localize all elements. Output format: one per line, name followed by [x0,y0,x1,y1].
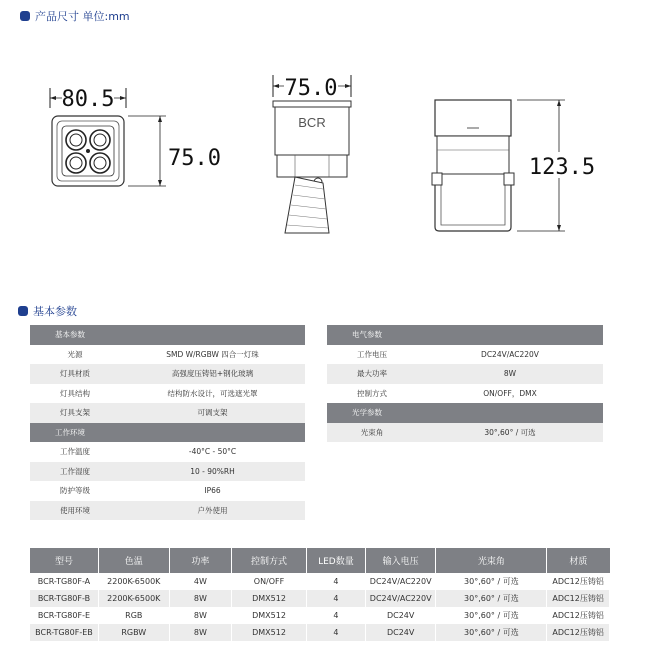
spec-table-left [30,325,305,520]
col-header: 色温 [98,548,169,573]
spec-group-header: 工作环境 [30,423,305,443]
table-row: BCR-TG80F-A 2200K-6500K 4W ON/OFF 4 DC24V/AC220V 30°,60° / 可选 ADC12压铸铝 [30,573,610,590]
side-width-label: 75.0 [284,76,338,101]
col-header: 控制方式 [232,548,307,573]
models-table [30,548,610,641]
spec-row: 工作湿度 10 - 90%RH [30,462,305,482]
spec-row: 灯具结构 结构防水设计，可选遮光罩 [60,388,258,398]
back-height-label: 123.5 [528,155,596,180]
spec-row: 工作温度 -40°C - 50°C [60,447,237,457]
section-bullet-icon [18,306,28,316]
table-row: BCR-TG80F-EB RGBW 8W DMX512 4 DC24V 30°,60° / 可选 ADC12压铸铝 [30,624,610,641]
section-title-basic [18,303,77,319]
side-brand-label: BCR [298,115,326,130]
col-header: 功率 [169,548,231,573]
section-title-text: 产品尺寸 单位:mm [35,10,130,23]
spec-row: 工作电压 DC24V/AC220V [357,349,539,359]
front-width-label: 80.5 [61,87,115,112]
spec-group-header: 光学参数 [327,403,603,423]
side-view-drawing [265,65,365,240]
col-header: 输入电压 [365,548,436,573]
front-view-drawing [40,80,221,210]
section-title-text: 基本参数 [33,305,77,318]
section-title-dimensions [20,8,130,24]
spec-row: 控制方式 ON/OFF，DMX [357,388,537,398]
table-row: BCR-TG80F-E RGB 8W DMX512 4 DC24V 30°,60° / 可选 ADC12压铸铝 [30,607,610,624]
models-header-row [30,548,610,573]
col-header: 材质 [547,548,610,573]
spec-row: 灯具支架 可调支架 [30,403,305,423]
spec-row: 防护等级 IP66 [60,486,221,496]
back-view-drawing [425,95,605,235]
col-header: 光束角 [436,548,547,573]
col-header: 型号 [30,548,98,573]
table-row: BCR-TG80F-B 2200K-6500K 8W DMX512 4 DC24V/AC220V 30°,60° / 可选 ADC12压铸铝 [30,590,610,607]
spec-group-header: 基本参数 [30,325,305,345]
spec-row: 光源 SMD W/RGBW 四合一灯珠 [67,349,259,359]
spec-group-header: 电气参数 [327,325,603,345]
spec-row: 使用环境 户外使用 [30,501,305,521]
spec-row: 光束角 30°,60° / 可选 [327,423,603,443]
spec-row: 最大功率 8W [327,364,603,384]
col-header: LED数量 [306,548,365,573]
spec-row: 灯具材质 高强度压铸铝+钢化玻璃 [30,364,305,384]
front-height-label: 75.0 [168,146,221,171]
spec-table-right [327,325,603,442]
section-bullet-icon [20,11,30,21]
